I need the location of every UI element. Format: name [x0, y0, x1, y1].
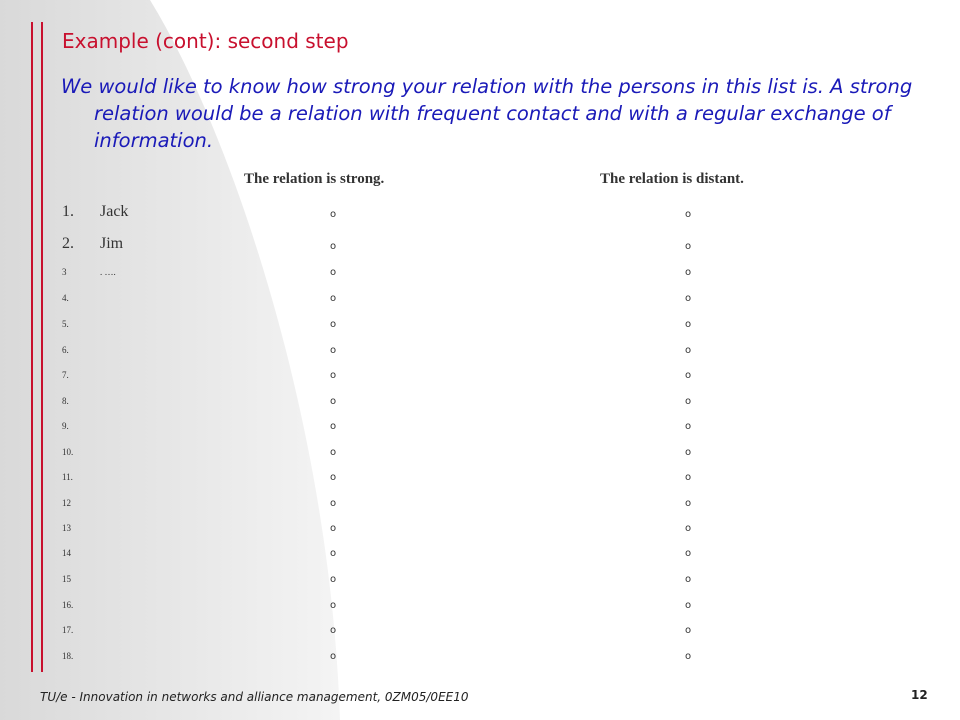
- list-item-number: 11.: [62, 472, 73, 482]
- distant-option-radio[interactable]: o: [685, 472, 692, 483]
- list-item-number: 9.: [62, 421, 69, 431]
- column-header-distant: The relation is distant.: [600, 171, 744, 187]
- distant-option-radio[interactable]: o: [685, 523, 692, 534]
- strong-option-radio[interactable]: o: [330, 447, 337, 458]
- list-item: [0, 546, 960, 566]
- distant-option-radio[interactable]: o: [685, 293, 692, 304]
- strong-option-radio[interactable]: o: [330, 267, 337, 278]
- distant-option-radio[interactable]: o: [685, 345, 692, 356]
- list-item-number: 12: [62, 498, 71, 508]
- distant-option-radio[interactable]: o: [685, 548, 692, 559]
- list-item: [0, 343, 960, 363]
- distant-option-radio[interactable]: o: [685, 498, 692, 509]
- list-item: [0, 368, 960, 388]
- distant-option-radio[interactable]: o: [685, 447, 692, 458]
- slide-body-text: We would like to know how strong your relation with the persons in this list is. A strong relation would be a relation with frequent contact and with a regular exchange of information.: [61, 75, 913, 152]
- strong-option-radio[interactable]: o: [330, 651, 337, 662]
- page-number: 12: [911, 688, 928, 702]
- distant-option-radio[interactable]: o: [685, 396, 692, 407]
- list-item-name: Jack: [100, 203, 129, 220]
- list-item-number: 18.: [62, 651, 74, 661]
- distant-option-radio[interactable]: o: [685, 600, 692, 611]
- list-item-number: 8.: [62, 396, 69, 406]
- strong-option-radio[interactable]: o: [330, 421, 337, 432]
- distant-option-radio[interactable]: o: [685, 319, 692, 330]
- strong-option-radio[interactable]: o: [330, 319, 337, 330]
- strong-option-radio[interactable]: o: [330, 370, 337, 381]
- distant-option-radio[interactable]: o: [685, 267, 692, 278]
- list-item-number: 6.: [62, 345, 69, 355]
- list-item: [0, 265, 960, 285]
- list-item: [0, 521, 960, 541]
- list-item: [0, 598, 960, 618]
- distant-option-radio[interactable]: o: [685, 370, 692, 381]
- list-item-number: 3: [62, 267, 67, 277]
- list-item: [0, 572, 960, 592]
- distant-option-radio[interactable]: o: [685, 574, 692, 585]
- list-item: [0, 235, 960, 255]
- list-item-number: 1.: [62, 203, 74, 220]
- list-item-number: 14: [62, 548, 71, 558]
- list-item: [0, 203, 960, 223]
- footer-text: TU/e - Innovation in networks and alliance management, 0ZM05/0EE10: [40, 690, 469, 704]
- list-item-number: 17.: [62, 625, 74, 635]
- list-item-number: 4.: [62, 293, 69, 303]
- distant-option-radio[interactable]: o: [685, 421, 692, 432]
- list-item-name: . ….: [100, 267, 116, 277]
- column-header-strong: The relation is strong.: [244, 171, 385, 187]
- strong-option-radio[interactable]: o: [330, 345, 337, 356]
- slide-title: Example (cont): second step: [62, 29, 349, 53]
- list-item: [0, 291, 960, 311]
- list-item-number: 7.: [62, 370, 69, 380]
- list-item: [0, 394, 960, 414]
- list-item: [0, 470, 960, 490]
- strong-option-radio[interactable]: o: [330, 472, 337, 483]
- list-item: [0, 496, 960, 516]
- strong-option-radio[interactable]: o: [330, 396, 337, 407]
- list-item: [0, 623, 960, 643]
- strong-option-radio[interactable]: o: [330, 600, 337, 611]
- distant-option-radio[interactable]: o: [685, 625, 692, 636]
- distant-option-radio[interactable]: o: [685, 241, 692, 252]
- list-item: [0, 419, 960, 439]
- list-item-number: 5.: [62, 319, 69, 329]
- list-item-number: 15: [62, 574, 71, 584]
- strong-option-radio[interactable]: o: [330, 498, 337, 509]
- list-item-number: 10.: [62, 447, 74, 457]
- distant-option-radio[interactable]: o: [685, 651, 692, 662]
- list-item: [0, 649, 960, 669]
- strong-option-radio[interactable]: o: [330, 241, 337, 252]
- distant-option-radio[interactable]: o: [685, 209, 692, 220]
- list-item-number: 2.: [62, 235, 74, 252]
- strong-option-radio[interactable]: o: [330, 523, 337, 534]
- list-item-number: 13: [62, 523, 71, 533]
- list-item-number: 16.: [62, 600, 74, 610]
- strong-option-radio[interactable]: o: [330, 625, 337, 636]
- strong-option-radio[interactable]: o: [330, 209, 337, 220]
- list-item-name: Jim: [100, 235, 124, 252]
- strong-option-radio[interactable]: o: [330, 574, 337, 585]
- list-item: [0, 317, 960, 337]
- strong-option-radio[interactable]: o: [330, 548, 337, 559]
- list-item: [0, 445, 960, 465]
- strong-option-radio[interactable]: o: [330, 293, 337, 304]
